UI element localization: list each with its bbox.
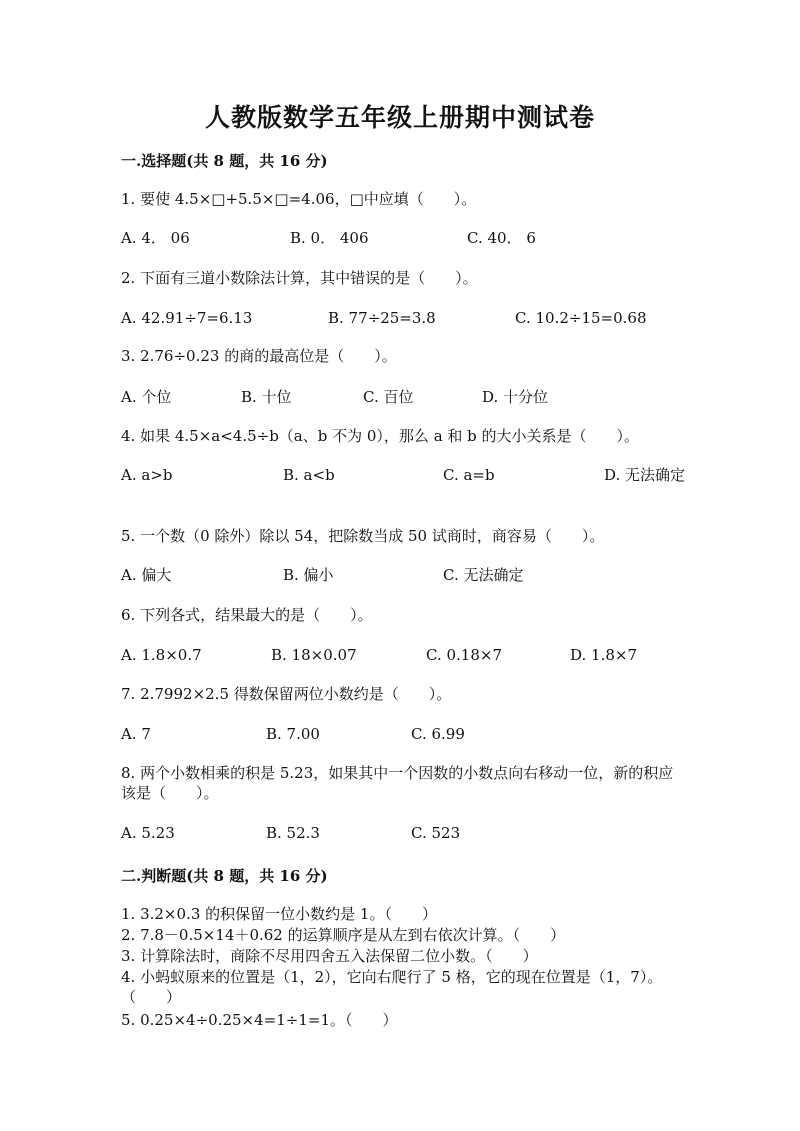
question-2-option-b: B. 77÷25=3.8 (328, 309, 436, 327)
judgment-item-1: 1. 3.2×0.3 的积保留一位小数约是 1。（ ） (121, 905, 437, 923)
question-4-option-a: A. a>b (121, 466, 173, 484)
question-2-option-a: A. 42.91÷7=6.13 (121, 309, 253, 327)
question-7-option-a: A. 7 (121, 725, 151, 743)
question-4-option-b: B. a<b (283, 466, 335, 484)
question-1-option-a: A. 4． 06 (121, 229, 190, 247)
question-2: 2. 下面有三道小数除法计算，其中错误的是（ ）。 (121, 269, 478, 287)
page-title: 人教版数学五年级上册期中测试卷 (204, 103, 595, 132)
question-3: 3. 2.76÷0.23 的商的最高位是（ ）。 (121, 347, 397, 365)
judgment-item-3: 3. 计算除法时，商除不尽用四舍五入法保留二位小数。（ ） (121, 947, 538, 965)
question-8-option-b: B. 52.3 (266, 824, 320, 842)
question-4-option-c: C. a=b (443, 466, 495, 484)
judgment-item-4: 4. 小蚂蚁原来的位置是（1，2），它向右爬行了 5 格，它的现在位置是（1，7）。（ ） (121, 968, 663, 1006)
question-4: 4. 如果 4.5×a<4.5÷b（a、b 不为 0），那么 a 和 b 的大小关系是（ ）。 (121, 427, 640, 445)
question-1-option-b: B. 0． 406 (290, 229, 369, 247)
question-8: 8. 两个小数相乘的积是 5.23，如果其中一个因数的小数点向右移动一位，新的积应该是（ ）。 (121, 764, 674, 802)
section-heading-choice: 一.选择题(共 8 题，共 16 分) (121, 152, 328, 170)
question-6-option-b: B. 18×0.07 (271, 646, 357, 664)
section-heading-judgment: 二.判断题(共 8 题，共 16 分) (121, 867, 328, 885)
question-3-option-d: D. 十分位 (482, 388, 549, 406)
question-6-option-a: A. 1.8×0.7 (121, 646, 202, 664)
question-3-option-a: A. 个位 (121, 388, 172, 406)
question-6: 6. 下列各式，结果最大的是（ ）。 (121, 606, 373, 624)
judgment-item-5: 5. 0.25×4÷0.25×4=1÷1=1。（ ） (121, 1011, 398, 1029)
question-5: 5. 一个数（0 除外）除以 54，把除数当成 50 试商时，商容易（ ）。 (121, 527, 605, 545)
question-6-option-d: D. 1.8×7 (570, 646, 637, 664)
question-3-option-c: C. 百位 (363, 388, 414, 406)
question-7: 7. 2.7992×2.5 得数保留两位小数约是（ ）。 (121, 685, 452, 703)
question-7-option-c: C. 6.99 (411, 725, 465, 743)
question-5-option-b: B. 偏小 (283, 566, 334, 584)
question-2-option-c: C. 10.2÷15=0.68 (515, 309, 647, 327)
question-1-option-c: C. 40． 6 (467, 229, 536, 247)
question-1: 1. 要使 4.5×□+5.5×□=4.06，□中应填（ ）。 (121, 190, 477, 208)
judgment-item-2: 2. 7.8－0.5×14＋0.62 的运算顺序是从左到右依次计算。（ ） (121, 926, 566, 944)
question-8-option-c: C. 523 (411, 824, 461, 842)
question-7-option-b: B. 7.00 (266, 725, 320, 743)
question-6-option-c: C. 0.18×7 (426, 646, 502, 664)
question-5-option-a: A. 偏大 (121, 566, 172, 584)
question-5-option-c: C. 无法确定 (443, 566, 524, 584)
question-8-option-a: A. 5.23 (121, 824, 175, 842)
question-4-option-d: D. 无法确定 (604, 466, 686, 484)
question-3-option-b: B. 十位 (241, 388, 292, 406)
